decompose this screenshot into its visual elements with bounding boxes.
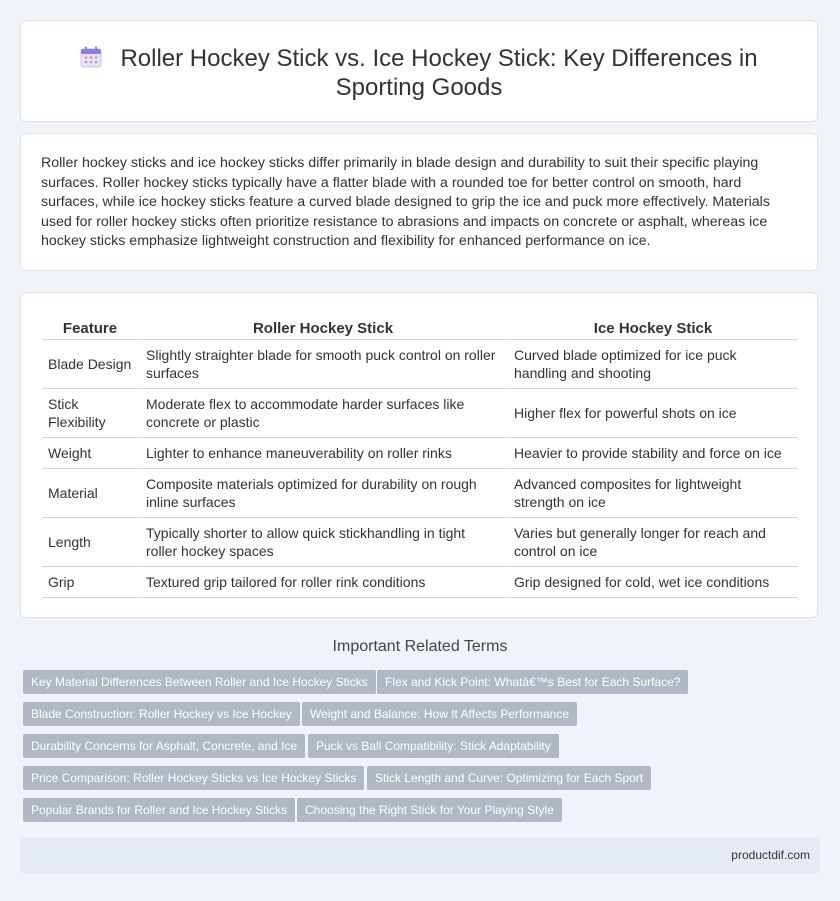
table-row	[42, 518, 798, 567]
header-card	[20, 20, 818, 122]
cell-roller: Moderate flex to accommodate harder surfaces like concrete or plastic	[138, 389, 506, 438]
cell-roller: Composite materials optimized for durability on rough inline surfaces	[138, 469, 506, 518]
cell-roller: Textured grip tailored for roller rink conditions	[138, 567, 506, 598]
related-term-tag[interactable]: Flex and Kick Point: Whatâ€™s Best for Each Surface?	[377, 670, 688, 694]
calendar-icon	[80, 46, 102, 68]
table-row	[42, 469, 798, 518]
related-term-tag[interactable]: Durability Concerns for Asphalt, Concrete, and Ice	[23, 734, 305, 758]
cell-ice: Varies but generally longer for reach and control on ice	[506, 518, 798, 567]
related-term-tag[interactable]: Blade Construction: Roller Hockey vs Ice Hockey	[23, 702, 300, 726]
cell-ice: Curved blade optimized for ice puck handling and shooting	[506, 340, 798, 389]
table-row	[42, 340, 798, 389]
related-term-tag[interactable]: Puck vs Ball Compatibility: Stick Adaptability	[308, 734, 559, 758]
cell-roller: Typically shorter to allow quick stickhandling in tight roller hockey spaces	[138, 518, 506, 567]
table-row	[42, 389, 798, 438]
cell-ice: Advanced composites for lightweight strength on ice	[506, 469, 798, 518]
cell-feature: Blade Design	[42, 340, 138, 389]
cell-ice: Higher flex for powerful shots on ice	[506, 389, 798, 438]
comparison-card	[20, 292, 818, 618]
footer-bar	[20, 838, 820, 873]
intro-text: Roller hockey sticks and ice hockey sticks differ primarily in blade design and durability to suit their specific playing surfaces. Roller hockey sticks typically have a flatter blade with a rounded toe for better control on smooth, hard surfaces, while ice hockey sticks feature a curved blade designed to grip the ice and puck more effectively. Materials used for roller hockey sticks often prioritize resistance to abrasions and impacts on concrete or asphalt, whereas ice hockey sticks emphasize lightweight construction and flexibility for enhanced performance on ice.	[41, 155, 770, 249]
table-header-row	[42, 315, 798, 340]
header-ice: Ice Hockey Stick	[506, 315, 798, 340]
related-term-tag[interactable]: Key Material Differences Between Roller and Ice Hockey Sticks	[23, 670, 376, 694]
table-row	[42, 438, 798, 469]
cell-ice: Grip designed for cold, wet ice conditions	[506, 567, 798, 598]
cell-roller: Slightly straighter blade for smooth puck control on roller surfaces	[138, 340, 506, 389]
related-term-tag[interactable]: Popular Brands for Roller and Ice Hockey Sticks	[23, 798, 295, 822]
related-terms-title: Important Related Terms	[332, 638, 508, 655]
cell-feature: Material	[42, 469, 138, 518]
cell-feature: Stick Flexibility	[42, 389, 138, 438]
title-line-1: Roller Hockey Stick vs. Ice Hockey Stick: Key Differences in	[120, 45, 758, 72]
cell-ice: Heavier to provide stability and force on ice	[506, 438, 798, 469]
intro-card	[20, 133, 818, 271]
comparison-table	[42, 315, 798, 598]
cell-roller: Lighter to enhance maneuverability on roller rinks	[138, 438, 506, 469]
cell-feature: Weight	[42, 438, 138, 469]
related-term-tag[interactable]: Choosing the Right Stick for Your Playing Style	[297, 798, 562, 822]
related-term-tag[interactable]: Weight and Balance: How It Affects Performance	[302, 702, 577, 726]
related-term-tag[interactable]: Stick Length and Curve: Optimizing for Each Sport	[367, 766, 651, 790]
related-term-tag[interactable]: Price Comparison: Roller Hockey Sticks vs Ice Hockey Sticks	[23, 766, 364, 790]
table-row	[42, 567, 798, 598]
cell-feature: Grip	[42, 567, 138, 598]
header-roller: Roller Hockey Stick	[138, 315, 506, 340]
title-line-2: Sporting Goods	[335, 74, 503, 101]
page-title	[21, 44, 817, 102]
footer-site-link[interactable]: productdif.com	[731, 848, 810, 862]
header-feature: Feature	[42, 315, 138, 340]
cell-feature: Length	[42, 518, 138, 567]
